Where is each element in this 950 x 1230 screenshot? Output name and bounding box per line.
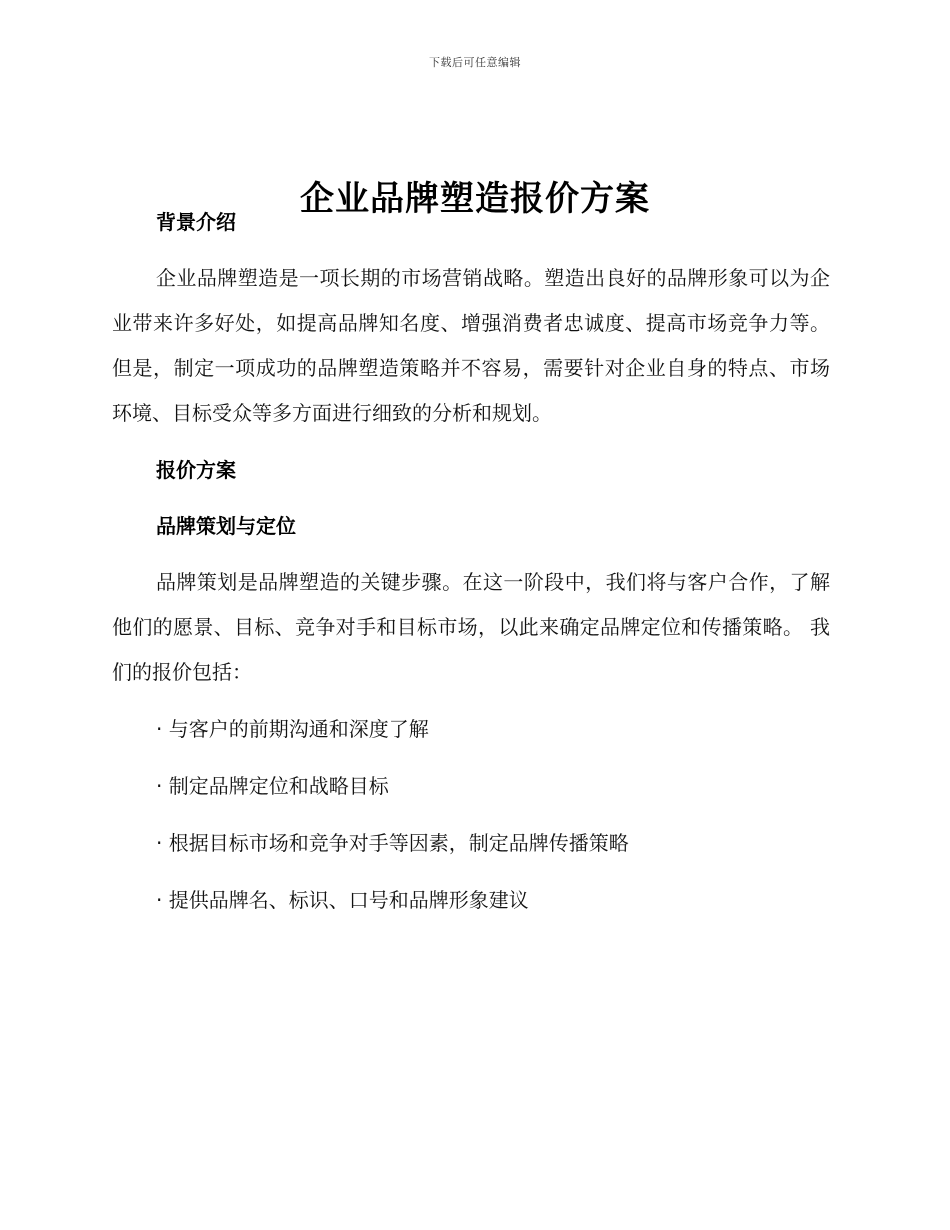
bullet-item: · 根据目标市场和竞争对手等因素，制定品牌传播策略 xyxy=(156,831,629,855)
document-body xyxy=(112,200,830,923)
section-heading-planning: 品牌策划与定位 xyxy=(156,514,296,538)
background-paragraph: 企业品牌塑造是一项长期的市场营销战略。塑造出良好的品牌形象可以为企业带来许多好处，如提高品牌知名度、增强消费者忠诚度、提高市场竞争力等。但是，制定一项成功的品牌塑造策略并不容易，需要针对企业自身的特点、市场环境、目标受众等多方面进行细致的分析和规划。 xyxy=(112,266,830,425)
section-heading-quote: 报价方案 xyxy=(156,458,236,482)
header-note: 下载后可任意编辑 xyxy=(429,56,521,69)
bullet-item: · 与客户的前期沟通和深度了解 xyxy=(156,717,429,741)
planning-paragraph: 品牌策划是品牌塑造的关键步骤。在这一阶段中，我们将与客户合作，了解他们的愿景、目标、竞争对手和目标市场，以此来确定品牌定位和传播策略。 我们的报价包括： xyxy=(112,570,830,684)
bullet-item: · 制定品牌定位和战略目标 xyxy=(156,774,389,798)
bullet-item: · 提供品牌名、标识、口号和品牌形象建议 xyxy=(156,888,529,912)
section-heading-background: 背景介绍 xyxy=(156,210,236,234)
document-title: 企业品牌塑造报价方案 xyxy=(300,178,650,219)
